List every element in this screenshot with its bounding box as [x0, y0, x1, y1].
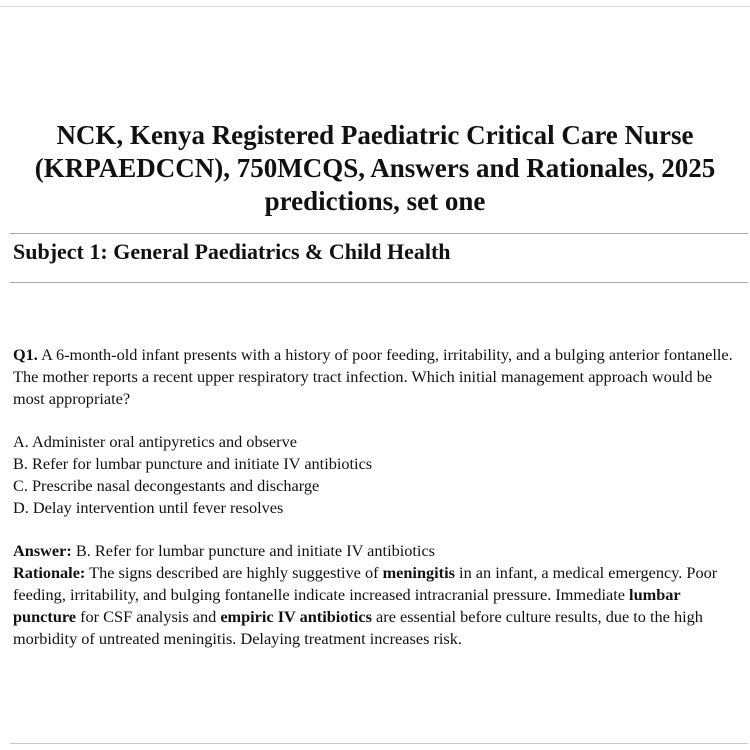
- answer-options: [13, 431, 741, 519]
- rationale-bold-lumbar-puncture: lumbar puncture: [13, 585, 681, 626]
- option-b: B. Refer for lumbar puncture and initiate IV antibiotics: [13, 454, 373, 473]
- rationale-label: Rationale:: [13, 563, 86, 582]
- option-a: A. Administer oral antipyretics and observe: [13, 432, 297, 451]
- rationale-text-1: The signs described are highly suggestive of: [89, 563, 379, 582]
- rationale-text-2: in an infant, a medical emergency. Poor feeding, irritability, and bulging fontanelle indicate increased intracranial pressure. Immediate: [13, 563, 718, 604]
- option-c: C. Prescribe nasal decongestants and discharge: [13, 476, 320, 495]
- question-text: A 6-month-old infant presents with a history of poor feeding, irritability, and a bulging anterior fontanelle. The mother reports a recent upper respiratory tract infection. Which initial management approach would be most appropriate?: [13, 345, 733, 408]
- top-divider: [0, 6, 750, 7]
- document-title: NCK, Kenya Registered Paediatric Critical Care Nurse (KRPAEDCCN), 750MCQS, Answers and Rationales, 2025 predictions, set one: [34, 120, 716, 216]
- answer-label: Answer:: [13, 541, 72, 560]
- option-d: D. Delay intervention until fever resolves: [13, 498, 284, 517]
- heading-top-divider: [10, 233, 748, 234]
- answer-text: B. Refer for lumbar puncture and initiate IV antibiotics: [75, 541, 436, 560]
- answer-block: [13, 540, 741, 650]
- rationale-paragraph: [13, 562, 741, 650]
- subject-heading: Subject 1: General Paediatrics & Child Health: [13, 239, 451, 264]
- rationale-bold-iv-antibiotics: empiric IV antibiotics: [220, 607, 372, 626]
- rationale-text-3: for CSF analysis and: [80, 607, 217, 626]
- question-stem: [13, 344, 741, 410]
- rationale-text-4: are essential before culture results, due to the high morbidity of untreated meningitis. Delaying treatment increases risk.: [13, 607, 703, 648]
- question-label: Q1.: [13, 345, 38, 364]
- answer-line: [13, 540, 741, 562]
- bottom-divider: [10, 743, 748, 744]
- heading-bottom-divider: [10, 282, 748, 283]
- rationale-bold-meningitis: meningitis: [382, 563, 455, 582]
